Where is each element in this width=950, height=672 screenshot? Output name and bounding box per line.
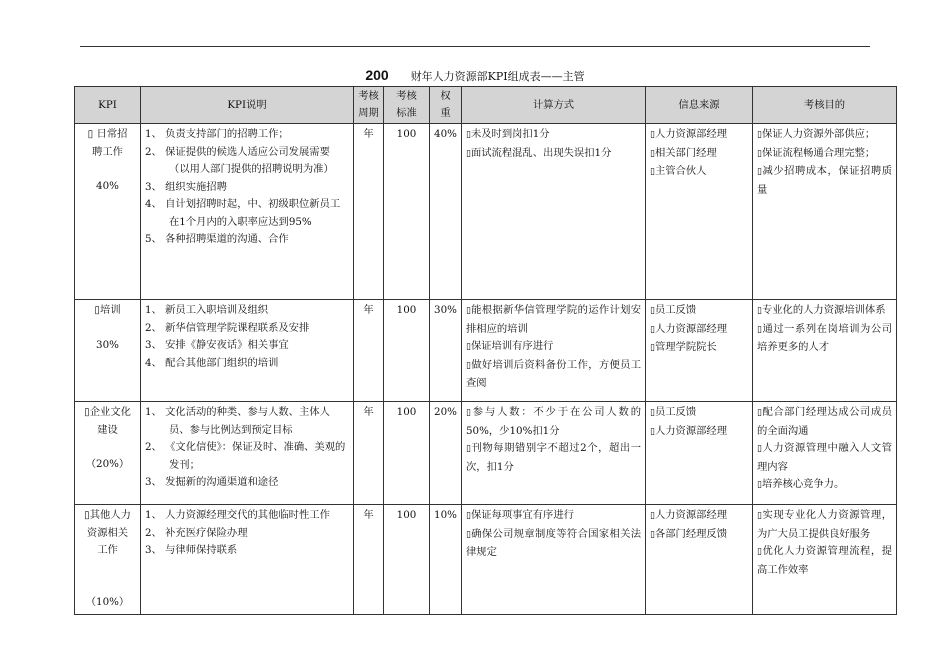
method-item: ▯ 做好培训后资料备份工作，方便员工查阅 [466, 357, 641, 393]
header-weight: 权 重 [430, 87, 462, 124]
weight-cell: 10% [430, 505, 462, 615]
method-item: ▯ 确保公司规章制度等符合国家相关法律规定 [466, 526, 641, 562]
method-cell [462, 402, 646, 505]
period-cell: 年 [354, 124, 384, 300]
desc-item: 2、 补充医疗保险办理 [145, 526, 248, 539]
method-item: ▯ 保证每项事宜有序进行 [466, 507, 641, 526]
desc-item: 5、 各种招聘渠道的沟通、合作 [145, 233, 289, 245]
purpose-cell [753, 300, 897, 402]
kpi-name: ▯其他人力 [84, 509, 131, 521]
kpi-weight-label: 40% [96, 180, 119, 192]
header-standard: 考核 标准 [384, 87, 430, 124]
desc-item: 4、 配合其他部门组织的培训 [145, 356, 279, 369]
method-item: ▯ 参与人数：不少于在公司人数的50%，少10%扣1分 [466, 404, 641, 440]
method-cell [462, 124, 646, 300]
purpose-item: ▯ 减少招聘成本，保证招聘质量 [757, 163, 892, 199]
purpose-item: ▯ 专业化的人力资源培训体系 [757, 302, 892, 321]
kpi-name: ▯培训 [94, 304, 121, 316]
purpose-item: ▯ 保证流程畅通合理完整； [757, 145, 892, 164]
method-item: ▯ 面试流程混乱、出现失误扣1分 [466, 145, 641, 164]
purpose-cell [753, 124, 897, 300]
kpi-desc-cell [141, 124, 354, 300]
desc-item: 1、 文化活动的种类、参与人数、主体人员、参与比例达到预定目标 [145, 406, 330, 436]
method-cell [462, 505, 646, 615]
header-kpi: KPI [75, 87, 141, 124]
period-cell: 年 [354, 402, 384, 505]
purpose-item: ▯ 实现专业化人力资源管理，为广大员工提供良好服务 [757, 507, 892, 543]
desc-item: 1、 人力资源经理交代的其他临时性工作 [145, 509, 330, 521]
source-item: ▯ 人力资源部经理 [650, 321, 748, 340]
kpi-name: ▯ 日常招 [87, 128, 128, 140]
source-item: ▯ 人力资源部经理 [650, 126, 748, 145]
desc-item: 4、 自计划招聘时起，中、初级职位新员工在1个月内的入职率应达到95% [145, 198, 341, 228]
kpi-weight-label: （20%） [85, 458, 130, 470]
source-item: ▯ 相关部门经理 [650, 145, 748, 164]
source-item: ▯ 人力资源部经理 [650, 423, 748, 442]
source-item: ▯ 管理学院院长 [650, 339, 748, 358]
desc-item: 3、 安排《静安夜话》相关事宜 [145, 339, 289, 351]
kpi-name-cell: ▯ 日常招 聘工作 40% [75, 124, 141, 300]
kpi-weight-label: 30% [96, 338, 119, 351]
method-item: ▯ 保证培训有序进行 [466, 338, 641, 357]
kpi-desc-cell [141, 402, 354, 505]
kpi-name-cell: ▯企业文化 建设 （20%） [75, 402, 141, 505]
title-text: 财年人力资源部KPI组成表——主管 [410, 70, 585, 83]
title-year: 200 [365, 67, 389, 83]
standard-cell: 100 [384, 505, 430, 615]
method-cell [462, 300, 646, 402]
kpi-name-cell [75, 300, 141, 402]
source-item: ▯ 各部门经理反馈 [650, 526, 748, 545]
source-item: ▯ 主管合伙人 [650, 163, 748, 182]
kpi-name: ▯企业文化 [84, 406, 131, 418]
table-row [75, 300, 897, 402]
desc-item: 3、 与律师保持联系 [145, 544, 238, 556]
source-item: ▯ 员工反馈 [650, 404, 748, 423]
source-cell [646, 124, 753, 300]
table-row [75, 505, 897, 615]
desc-item: 2、 《文化信使》：保证及时、准确、美观的发刊； [145, 441, 346, 471]
purpose-cell [753, 402, 897, 505]
weight-cell: 30% [430, 300, 462, 402]
purpose-item: ▯ 人力资源管理中融入人文管理内容 [757, 440, 892, 476]
standard-cell: 100 [384, 124, 430, 300]
weight-cell: 40% [430, 124, 462, 300]
period-cell: 年 [354, 505, 384, 615]
header-desc: KPI说明 [141, 87, 354, 124]
period-cell: 年 [354, 300, 384, 402]
desc-item: 2、 新华信管理学院课程联系及安排 [145, 321, 310, 334]
purpose-cell [753, 505, 897, 615]
page-title [0, 67, 950, 84]
purpose-item: ▯ 培养核心竞争力。 [757, 476, 892, 495]
source-cell [646, 402, 753, 505]
source-item: ▯ 人力资源部经理 [650, 507, 748, 526]
desc-item: 3、 发掘新的沟通渠道和途径 [145, 476, 279, 488]
kpi-weight-label: （10%） [85, 595, 130, 608]
source-cell [646, 300, 753, 402]
kpi-name-cell: ▯其他人力 资源相关 工作 （10%） [75, 505, 141, 615]
source-cell [646, 505, 753, 615]
weight-cell: 20% [430, 402, 462, 505]
table-row [75, 402, 897, 505]
header-method: 计算方式 [462, 87, 646, 124]
header-source: 信息来源 [646, 87, 753, 124]
desc-item: 2、 保证提供的候选人适应公司发展需要（以用人部门提供的招聘说明为准） [145, 145, 334, 175]
header-purpose: 考核目的 [753, 87, 897, 124]
purpose-item: ▯ 保证人力资源外部供应； [757, 126, 892, 145]
method-item: ▯ 能根据新华信管理学院的运作计划安排相应的培训 [466, 302, 641, 338]
purpose-item: ▯ 配合部门经理达成公司成员的全面沟通 [757, 404, 892, 440]
desc-item: 3、 组织实施招聘 [145, 180, 227, 193]
purpose-item: ▯ 优化人力资源管理流程，提高工作效率 [757, 543, 892, 579]
header-row [75, 87, 897, 124]
method-item: ▯ 未及时到岗扣1分 [466, 126, 641, 145]
desc-item: 1、 新员工入职培训及组织 [145, 304, 269, 316]
purpose-item: ▯ 通过一系列在岗培训为公司培养更多的人才 [757, 321, 892, 357]
kpi-table [74, 86, 897, 615]
header-period: 考核 周期 [354, 87, 384, 124]
standard-cell: 100 [384, 402, 430, 505]
top-rule [80, 46, 870, 47]
table-row [75, 124, 897, 300]
desc-item: 1、 负责支持部门的招聘工作； [145, 128, 289, 140]
standard-cell: 100 [384, 300, 430, 402]
source-item: ▯ 员工反馈 [650, 302, 748, 321]
kpi-desc-cell [141, 505, 354, 615]
method-item: ▯ 刊物每期错别字不超过2个，超出一次，扣1分 [466, 440, 641, 476]
kpi-desc-cell [141, 300, 354, 402]
